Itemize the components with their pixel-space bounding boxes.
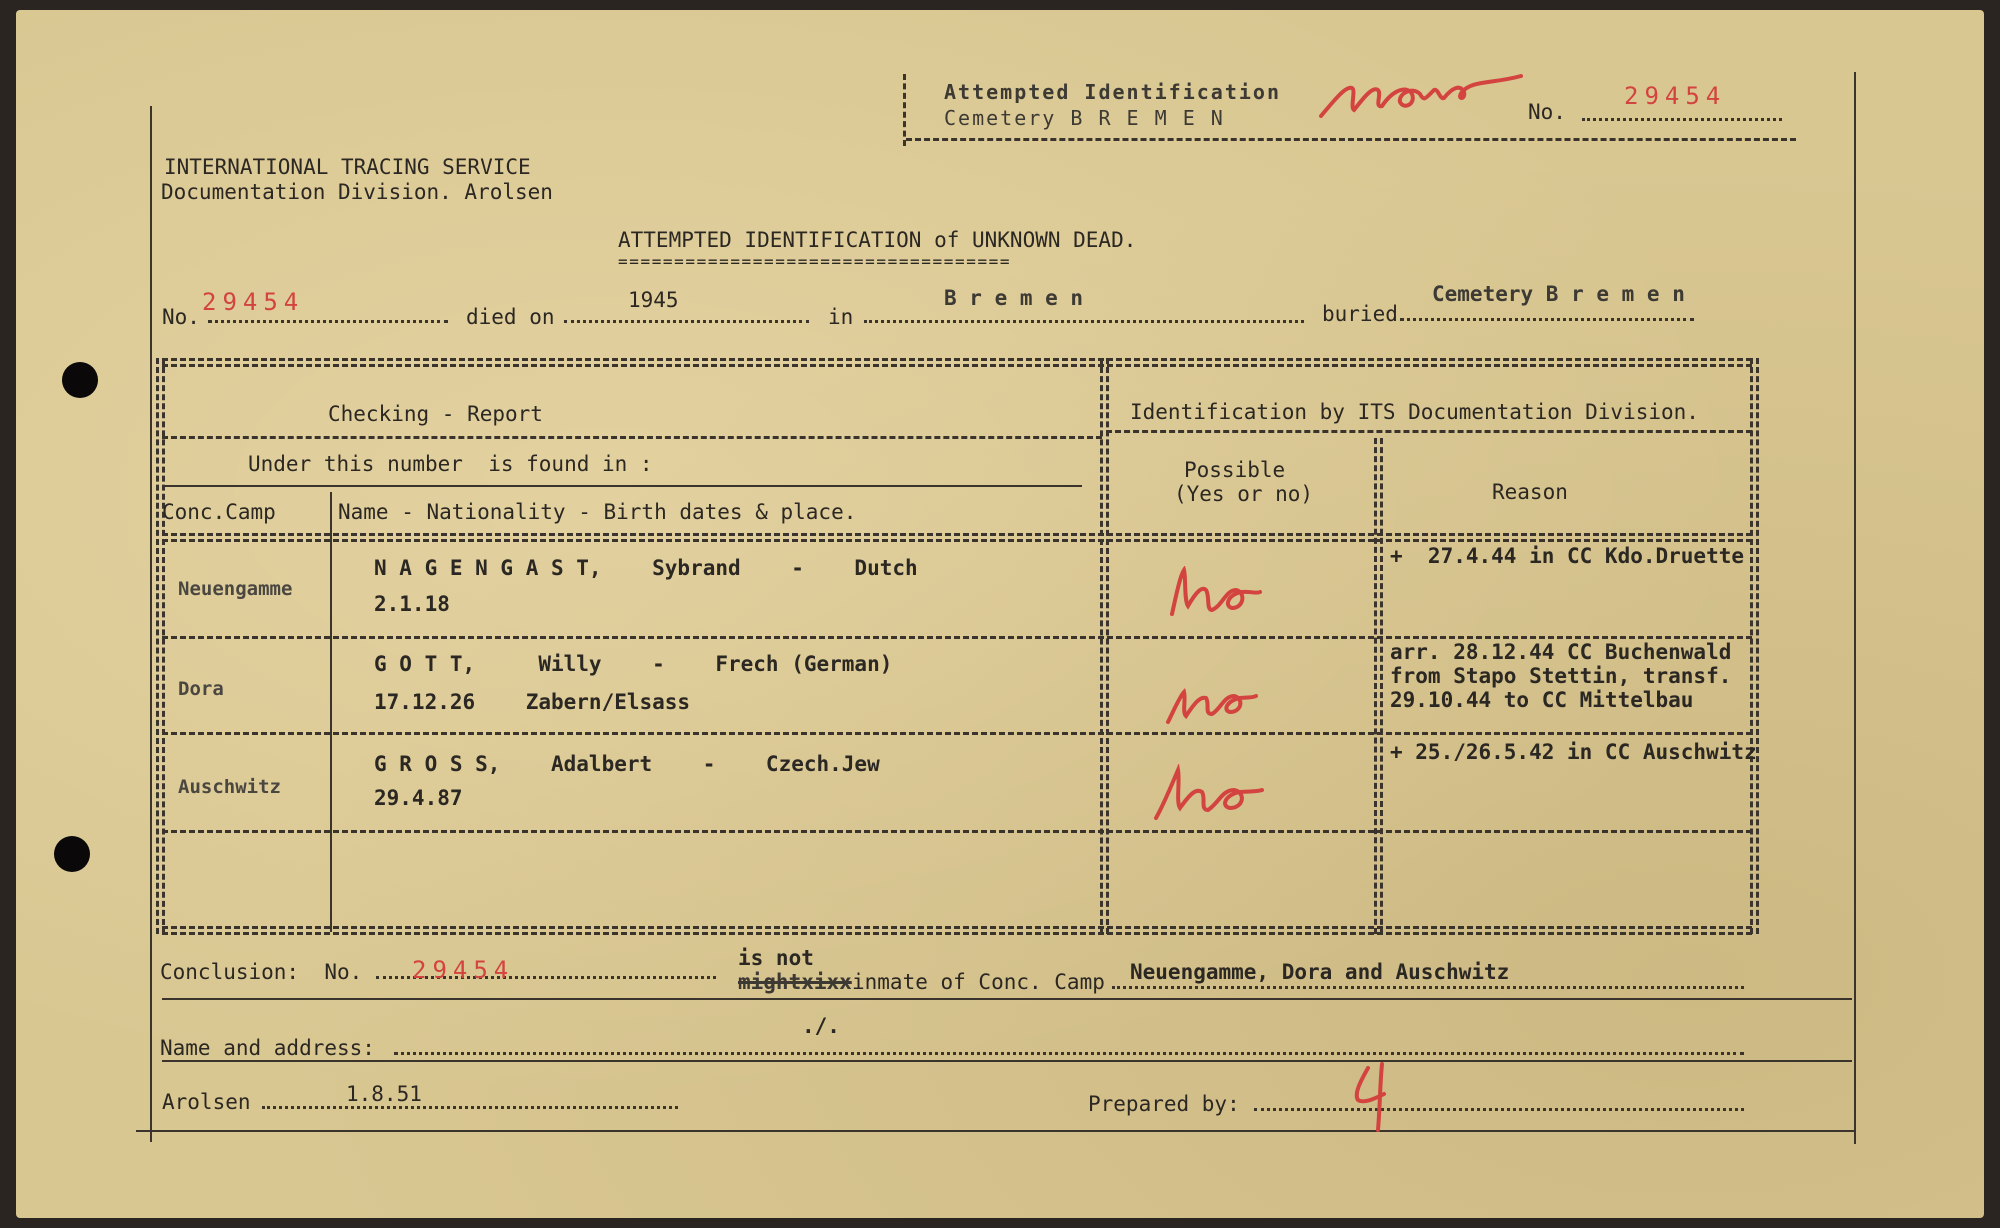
stamp-box-left bbox=[903, 74, 906, 146]
row-2-reason-2: from Stapo Stettin, transf. bbox=[1390, 664, 1732, 688]
found-in-label: Under this number is found in : bbox=[248, 452, 653, 476]
name-address-dots bbox=[394, 1052, 1744, 1055]
row-2-reason-1: arr. 28.12.44 CC Buchenwald bbox=[1390, 640, 1732, 664]
left-right-divider bbox=[1100, 358, 1109, 934]
died-dots bbox=[564, 320, 809, 323]
col-possible-header-1: Possible bbox=[1184, 458, 1286, 482]
in-dots bbox=[864, 320, 1304, 323]
table-top-rule bbox=[162, 358, 1752, 367]
conclusion-no-value: 29454 bbox=[412, 956, 515, 984]
document-title: ATTEMPTED IDENTIFICATION of UNKNOWN DEAD. bbox=[618, 228, 1137, 252]
right-header-rule bbox=[1106, 430, 1752, 433]
conclusion-rule bbox=[162, 998, 1852, 1000]
row-3-possible-no bbox=[1150, 764, 1270, 824]
conclusion-camps: Neuengamme, Dora and Auschwitz bbox=[1130, 960, 1510, 984]
record-no-label: No. bbox=[162, 305, 200, 329]
stamp-no-value: 29454 bbox=[1624, 82, 1727, 110]
arolsen-dots bbox=[262, 1106, 678, 1109]
name-address-rule bbox=[162, 1060, 1852, 1062]
row-2-name: G O T T, Willy - Frech (German) bbox=[374, 652, 893, 676]
name-address-label: Name and address: bbox=[160, 1036, 375, 1060]
handwritten-none bbox=[1316, 58, 1536, 128]
row-1-name: N A G E N G A S T, Sybrand - Dutch bbox=[374, 556, 918, 580]
conclusion-label: Conclusion: No. bbox=[160, 960, 363, 984]
row-2-possible-no bbox=[1162, 670, 1262, 730]
row-2-birth: 17.12.26 Zabern/Elsass bbox=[374, 690, 691, 714]
record-no-dots bbox=[208, 320, 448, 323]
prepared-by-signature bbox=[1346, 1054, 1406, 1134]
arolsen-date: 1.8.51 bbox=[346, 1082, 422, 1106]
conclusion-middle: inmate of Conc. Camp bbox=[852, 970, 1105, 994]
checking-report-header: Checking - Report bbox=[328, 402, 543, 426]
right-frame-line bbox=[1854, 72, 1856, 1144]
col-reason-header: Reason bbox=[1492, 480, 1568, 504]
found-in-rule bbox=[162, 485, 1082, 487]
possible-reason-divider bbox=[1374, 438, 1383, 934]
table-left-edge bbox=[156, 358, 165, 934]
org-line-2: Documentation Division. Arolsen bbox=[161, 180, 553, 204]
bottom-frame-line bbox=[136, 1130, 1856, 1132]
stamp-box-bottom bbox=[906, 138, 1796, 141]
conclusion-camps-dots bbox=[1112, 986, 1744, 989]
row-1-birth: 2.1.18 bbox=[374, 592, 450, 616]
conclusion-is-not: is not bbox=[738, 946, 814, 970]
col-possible-header-2: (Yes or no) bbox=[1174, 482, 1314, 506]
row-3-reason-1: + 25./26.5.42 in CC Auschwitz bbox=[1390, 740, 1757, 764]
org-line-1: INTERNATIONAL TRACING SERVICE bbox=[164, 155, 531, 179]
arolsen-label: Arolsen bbox=[162, 1090, 251, 1114]
conclusion-struck-word: mightxixx bbox=[738, 970, 852, 994]
buried-dots bbox=[1400, 318, 1694, 321]
camp-name-divider bbox=[330, 492, 332, 932]
col-name-header: Name - Nationality - Birth dates & place. bbox=[338, 500, 857, 524]
died-label: died on bbox=[466, 305, 555, 329]
row-1-rule bbox=[162, 636, 1752, 639]
row-2-reason-3: 29.10.44 to CC Mittelbau bbox=[1390, 688, 1694, 712]
punch-hole-top bbox=[62, 362, 98, 398]
left-frame-line bbox=[150, 106, 152, 1142]
identification-header: Identification by ITS Documentation Division. bbox=[1130, 400, 1699, 424]
row-2-rule bbox=[162, 732, 1752, 735]
stamp-line-1: Attempted Identification bbox=[944, 80, 1281, 104]
row-3-rule bbox=[162, 830, 1752, 833]
record-no-value: 29454 bbox=[202, 288, 305, 316]
row-2-camp: Dora bbox=[178, 678, 224, 700]
row-1-reason-1: + 27.4.44 in CC Kdo.Druette bbox=[1390, 544, 1745, 568]
table-right-edge bbox=[1750, 358, 1759, 934]
in-value: B r e m e n bbox=[944, 286, 1084, 310]
prepared-by-dots bbox=[1254, 1108, 1744, 1111]
stamp-no-dots bbox=[1582, 118, 1782, 121]
prepared-by-label: Prepared by: bbox=[1088, 1092, 1240, 1116]
col-camp-header: Conc.Camp bbox=[162, 500, 276, 524]
died-value: 1945 bbox=[628, 288, 679, 312]
stamp-line-2: Cemetery B R E M E N bbox=[944, 106, 1225, 130]
punch-hole-bottom bbox=[54, 836, 90, 872]
row-3-camp: Auschwitz bbox=[178, 776, 281, 798]
document-card bbox=[16, 10, 1984, 1218]
buried-value: Cemetery B r e m e n bbox=[1432, 282, 1685, 306]
row-1-camp: Neuengamme bbox=[178, 578, 293, 600]
table-bottom-rule bbox=[162, 926, 1752, 935]
left-header-rule bbox=[162, 436, 1102, 439]
title-underline: =================================== bbox=[618, 252, 1012, 271]
stamp-no-label: No. bbox=[1528, 100, 1566, 124]
in-label: in bbox=[828, 305, 854, 329]
column-header-rule bbox=[162, 533, 1752, 542]
row-3-birth: 29.4.87 bbox=[374, 786, 463, 810]
row-3-name: G R O S S, Adalbert - Czech.Jew bbox=[374, 752, 880, 776]
name-address-value: ./. bbox=[802, 1014, 840, 1038]
row-1-possible-no bbox=[1166, 566, 1266, 626]
buried-label: buried bbox=[1322, 302, 1398, 326]
